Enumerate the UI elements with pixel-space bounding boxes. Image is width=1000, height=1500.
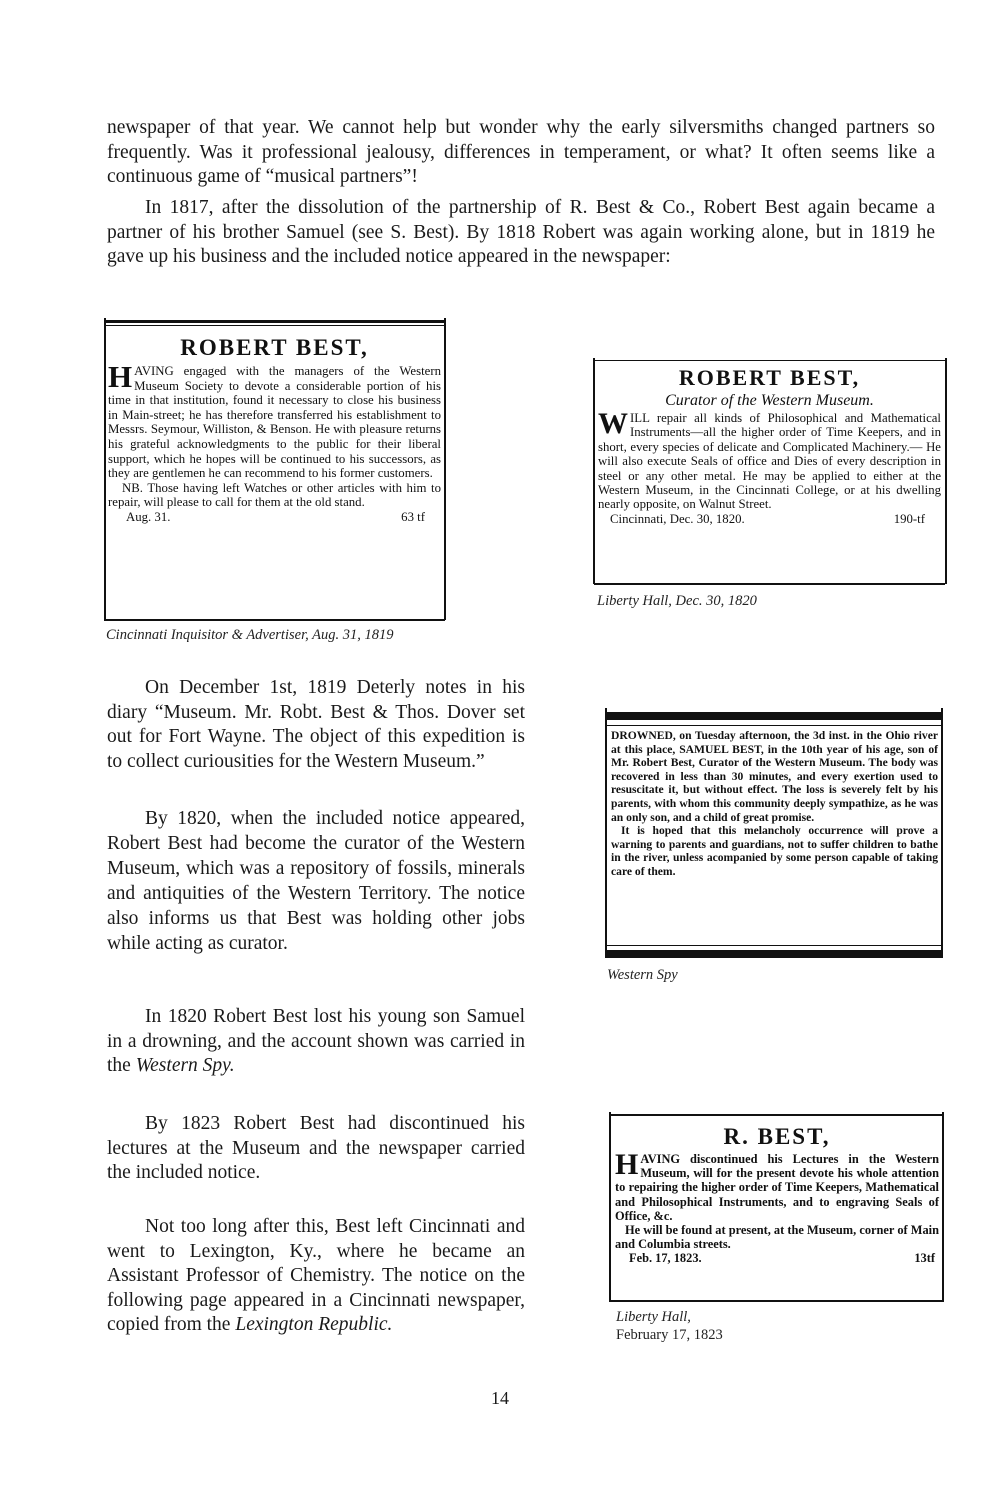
- intro-paragraph-1: newspaper of that year. We cannot help but wonder why the early silversmiths changed partners so frequently. Was it professional jealousy, differences in temperament, or what? It often seems like a continuous game of “musical partners”!: [107, 117, 935, 187]
- notice-2-date: Cincinnati, Dec. 30, 1820.: [610, 511, 745, 526]
- notice-3-caption: Western Spy: [607, 967, 678, 983]
- notice-1-dropcap: H: [108, 359, 133, 394]
- notice-4-caption-date: February 17, 1823: [616, 1327, 723, 1343]
- lectures-paragraph: By 1823 Robert Best had discontinued his lectures at the Museum and the newspaper carried the included notice.: [107, 1113, 525, 1183]
- notice-2-body: WILL repair all kinds of Philosophical and Mathematical Instruments—all the higher order of Time Keepers, and in short, every species of delicate and Complicated Machinery.— He will also execute Seals of office and Dies of every description in steel or any other metal. He may be applied to either at the Western Museum, in the Cincinnati College, or at his dwelling nearly opposite, on Walnut Street.: [598, 407, 941, 512]
- notice-1-nb: NB. Those having left Watches or other articles with him to repair, will please to call for them at the old stand.: [108, 480, 441, 510]
- notice-4-title: R. BEST,: [723, 1124, 831, 1149]
- curator-paragraph: By 1820, when the included notice appeared, Robert Best had become the curator of the Western Museum, which was a repository of fossils, minerals and antiquities of the Western Territory. The notice also informs us that Best was holding other jobs while acting as curator.: [107, 808, 525, 954]
- notice-4-caption-source: Liberty Hall,: [616, 1309, 691, 1325]
- lexington-paragraph: Not too long after this, Best left Cincinnati and went to Lexington, Ky., where he became an Assistant Professor of Chemistry. The notice on the following page appeared in a Cincinnati newspaper, copied from the Lexington Republic.: [107, 1216, 525, 1335]
- notice-1-body: HAVING engaged with the managers of the Western Museum Society to devote a considerable portion of his time in that institution, found it necessary to close his business in Main-street; he has therefore transferred his establishment to Messrs. Seymour, Williston, & Benson. He with pleasure returns his grateful acknowledgments to the public for their liberal support, which he hopes will be continued to his successors, as they are gentlemen he can recommend to his former customers.: [108, 359, 441, 481]
- notice-4-body: HAVING discontinued his Lectures in the Western Museum, will for the present devote his whole attention to repairing the higher order of Time Keepers, Mathematical and Philosophical Instruments, and to engraving Seals of Office, &c.: [615, 1148, 939, 1223]
- notice-1-date: Aug. 31.: [126, 509, 171, 524]
- notice-1-title: ROBERT BEST,: [180, 335, 369, 360]
- notice-2-ref: 190-tf: [893, 511, 925, 526]
- notice-3-body: DROWNED, on Tuesday afternoon, the 3d inst. in the Ohio river at this place, SAMUEL BEST, in the 10th year of his age, son of Mr. Robert Best, Curator of the Western Museum. The body was recovered in less than 30 minutes, and every exertion used to resuscitate it, but without effect. The loss is severely felt by his parents, with whom this community deeply sympathize, as he was an only son, and a child of great promise.: [611, 729, 938, 824]
- notice-4-body-2: He will be found at present, at the Museum, corner of Main and Columbia streets.: [615, 1223, 939, 1252]
- notice-2-subtitle: Curator of the Western Museum.: [665, 392, 874, 409]
- drowning-paragraph: In 1820 Robert Best lost his young son Samuel in a drowning, and the account shown was carried in the Western Spy.: [107, 1006, 525, 1076]
- notice-2-dropcap: W: [598, 407, 628, 440]
- notice-4-date: Feb. 17, 1823.: [629, 1251, 702, 1266]
- deterly-paragraph: On December 1st, 1819 Deterly notes in his diary “Museum. Mr. Robt. Best & Thos. Dover set out for Fort Wayne. The object of this expedition is to collect curiousities for the Western Museum.”: [107, 677, 525, 772]
- intro-paragraph-2: In 1817, after the dissolution of the partnership of R. Best & Co., Robert Best again became a partner of his brother Samuel (see S. Best). By 1818 Robert was again working alone, but in 1819 he gave up his business and the included notice appeared in the newspaper:: [107, 197, 935, 267]
- notice-1-ref: 63 tf: [401, 509, 425, 524]
- notice-2-caption: Liberty Hall, Dec. 30, 1820: [597, 593, 757, 609]
- notice-3-body-2: It is hoped that this melancholy occurrence will prove a warning to parents and guardians, not to suffer children to bathe in the river, unless acompanied by some person capable of taking care of them.: [611, 824, 938, 878]
- page-number: 14: [491, 1388, 509, 1408]
- notice-2-title: ROBERT BEST,: [678, 365, 861, 390]
- notice-4-ref: 13tf: [914, 1251, 935, 1266]
- notice-1-caption: Cincinnati Inquisitor & Advertiser, Aug. 31, 1819: [106, 627, 394, 643]
- notice-4-dropcap: H: [615, 1148, 639, 1181]
